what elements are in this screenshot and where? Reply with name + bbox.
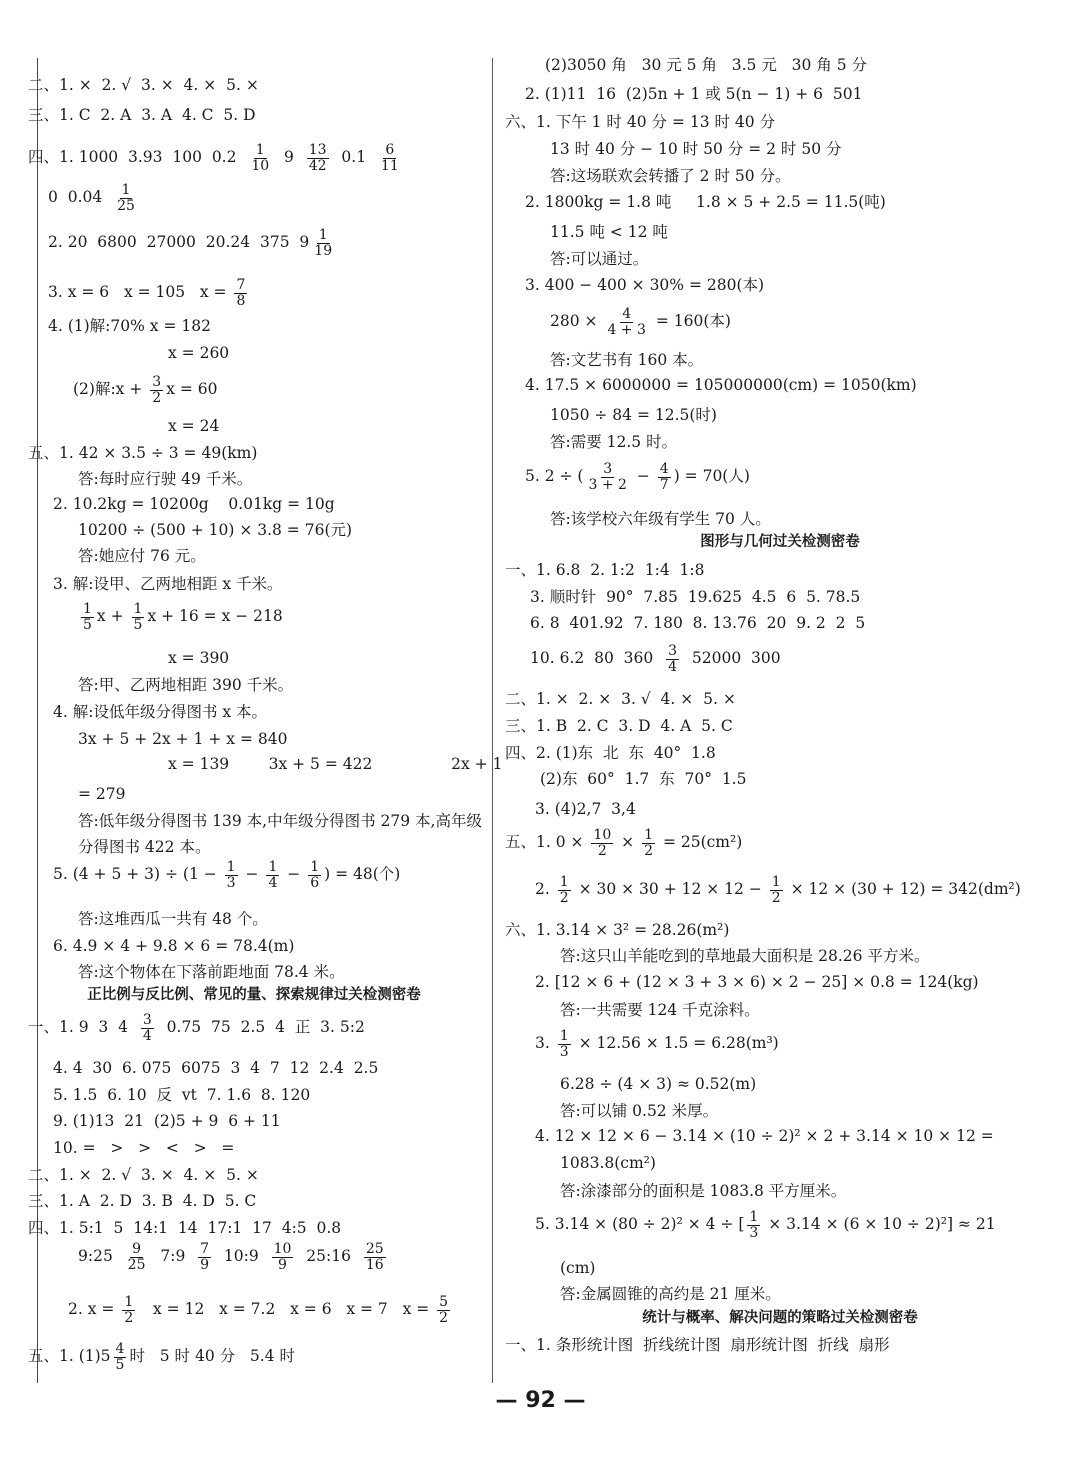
answer-text: 5. 3.14 × (80 ÷ 2)² × 4 ÷ [ [535, 1215, 745, 1234]
answer-text: 0.75 75 2.5 4 正 3. 5:2 [156, 1018, 365, 1037]
answer-line [78, 548, 206, 566]
answer-text: 二、1. × 2. √ 3. × 4. × 5. × [28, 76, 259, 94]
numerator: 1 [226, 859, 236, 875]
answer-text: (cm) [560, 1259, 596, 1277]
answer-text: 3. 顺时针 90° 7.85 19.625 4.5 6 5. 78.5 [530, 588, 861, 606]
denominator: 4 [268, 874, 278, 891]
answer-line [28, 1342, 295, 1372]
denominator: 16 [365, 1256, 384, 1273]
numerator: 4 [622, 306, 632, 322]
answer-text: × [616, 833, 640, 852]
denominator: 25 [127, 1256, 146, 1273]
answer-line [168, 756, 502, 774]
denominator: 5 [83, 616, 92, 633]
answer-text: 2. 1800kg = 1.8 吨 1.8 × 5 + 2.5 = 11.5(吨) [525, 193, 886, 211]
numerator: 1 [644, 827, 654, 843]
answer-text: 3. 解:设甲、乙两地相距 x 千米。 [53, 575, 283, 593]
answer-line [28, 77, 259, 95]
answer-text: 0.1 [331, 148, 376, 167]
answer-line [28, 107, 256, 125]
denominator: 4 [142, 1027, 152, 1044]
answer-line [78, 731, 287, 749]
fraction [666, 644, 679, 674]
answer-text: 2. (1)11 16 (2)5n + 1 或 5(n − 1) + 6 501 [525, 85, 863, 103]
answer-text: 11.5 吨 < 12 吨 [550, 223, 668, 241]
numerator: 4 [659, 461, 669, 477]
answer-text: 一、1. 9 3 4 [28, 1018, 138, 1037]
answer-text: 280 × [550, 312, 603, 331]
numerator: 13 [308, 142, 327, 158]
answer-text: 答:金属圆锥的高约是 21 厘米。 [560, 1285, 781, 1303]
answer-line [505, 1337, 890, 1355]
section-title [520, 1310, 1040, 1327]
fraction [770, 875, 783, 905]
fraction [605, 307, 647, 337]
fraction [658, 462, 671, 492]
fraction [379, 143, 401, 173]
answer-text: x = 390 [168, 649, 230, 667]
answer-text: 三、1. B 2. C 3. D 4. A 5. C [505, 717, 733, 735]
denominator: 2 [559, 889, 569, 906]
answer-text: 四、1. 1000 3.93 100 0.2 [28, 148, 247, 167]
answer-line [48, 228, 337, 258]
answer-text: 答:这只山羊能吃到的草地最大面积是 28.26 平方米。 [560, 947, 930, 965]
answer-text: 13 时 40 分 − 10 时 50 分 = 2 时 50 分 [550, 140, 842, 158]
answer-text: 答:低年级分得图书 139 本,中年级分得图书 279 本,高年级 [78, 812, 482, 830]
denominator: 42 [308, 157, 327, 174]
numerator: 1 [255, 142, 265, 158]
answer-text: 图形与几何过关检测密卷 [700, 534, 860, 550]
answer-text: 9. (1)13 21 (2)5 + 9 6 + 11 [53, 1112, 281, 1130]
answer-line [560, 1103, 718, 1121]
answer-line [53, 938, 294, 956]
fraction [308, 860, 321, 890]
answer-text: x = 260 [168, 344, 230, 362]
fraction [642, 828, 655, 858]
answer-text: 25:16 [296, 1247, 361, 1266]
denominator: 9 [200, 1256, 210, 1273]
answer-text: 6. 8 401.92 7. 180 8. 13.76 20 9. 2 2 5 [530, 614, 866, 632]
answer-line [53, 1113, 281, 1131]
answer-line [53, 1060, 378, 1078]
answer-line [530, 589, 860, 607]
answer-line [168, 650, 229, 668]
answer-line [78, 1242, 389, 1272]
answer-text: × 30 × 30 + 12 × 12 − [573, 880, 767, 899]
answer-text: 5. (4 + 5 + 3) ÷ (1 − [53, 865, 222, 884]
answer-line [28, 1193, 256, 1211]
answer-line [505, 828, 742, 858]
answer-text: 10200 ÷ (500 + 10) × 3.8 = 76(元) [78, 521, 353, 539]
answer-line [525, 277, 764, 295]
answer-line [78, 602, 283, 632]
numerator: 7 [236, 277, 246, 293]
fraction [364, 1242, 386, 1272]
answer-line [550, 511, 771, 529]
fraction [558, 875, 571, 905]
answer-text: x = 12 x = 7.2 x = 6 x = 7 x = [138, 1300, 435, 1319]
fraction [312, 228, 334, 258]
answer-text: 五、1. 0 × [505, 833, 589, 852]
answer-text: (2)东 60° 1.7 东 70° 1.5 [540, 770, 747, 788]
denominator: 9 [278, 1256, 287, 1273]
section-title [28, 987, 480, 1004]
numerator: 25 [365, 1241, 384, 1257]
numerator: 3 [152, 374, 162, 390]
answer-line [525, 86, 862, 104]
denominator: 3 [749, 1224, 759, 1241]
answer-text: 4. 4 30 6. 075 6075 3 4 7 12 2.4 2.5 [53, 1059, 379, 1077]
answer-text: = 160(本) [650, 312, 731, 331]
answer-line [48, 183, 140, 213]
answer-text: − [240, 865, 264, 884]
answer-line [560, 1155, 656, 1173]
answer-text: 五、1. 42 × 3.5 ÷ 3 = 49(km) [28, 444, 258, 462]
answer-line [53, 860, 400, 890]
answer-line [560, 1260, 595, 1278]
answer-line [560, 948, 929, 966]
answer-line [28, 1220, 341, 1238]
answer-line [550, 434, 677, 452]
numerator: 1 [121, 182, 131, 198]
answer-text: = 25(cm²) [658, 833, 743, 852]
denominator: 10 [251, 157, 270, 174]
denominator: 4 [668, 658, 678, 675]
page-number: — 92 — [495, 1388, 586, 1413]
fraction [249, 143, 271, 173]
answer-line [28, 445, 257, 463]
answer-text: 统计与概率、解决问题的策略过关检测密卷 [642, 1310, 918, 1326]
answer-text: 4. 12 × 12 × 6 − 3.14 × (10 ÷ 2)² × 2 + 3.14 × 10 × 12 = [535, 1127, 994, 1145]
answer-line [530, 644, 781, 674]
fraction [225, 860, 238, 890]
answer-text: 一、1. 条形统计图 折线统计图 扇形统计图 折线 扇形 [505, 1336, 890, 1354]
answer-line [535, 875, 1021, 905]
answer-text: x + [96, 607, 129, 626]
answer-text: 4. (1)解:70% x = 182 [48, 317, 211, 335]
answer-line [550, 307, 731, 337]
answer-line [530, 615, 865, 633]
answer-text: 10. 6.2 80 360 [530, 649, 664, 668]
denominator: 3 + 2 [588, 476, 627, 493]
numerator: 5 [439, 1294, 449, 1310]
denominator: 2 [597, 842, 607, 859]
numerator: 10 [593, 827, 612, 843]
answer-text: 四、2. (1)东 北 东 40° 1.8 [505, 744, 716, 762]
answer-line [550, 224, 668, 242]
denominator: 3 [559, 1043, 569, 1060]
answer-text: 六、1. 下午 1 时 40 分 = 13 时 40 分 [505, 113, 776, 131]
answer-text: x = 139 3x + 5 = 422 2x + 1 [168, 755, 503, 773]
answer-text: x + 16 = x − 218 [147, 607, 283, 626]
denominator: 19 [314, 242, 333, 259]
answer-line [78, 786, 126, 804]
answer-text: − [631, 467, 655, 486]
denominator: 5 [133, 616, 143, 633]
denominator: 3 [226, 874, 236, 891]
fraction [558, 1029, 571, 1059]
fraction [114, 1342, 127, 1372]
numerator: 1 [268, 859, 278, 875]
answer-line [550, 352, 703, 370]
answer-text: 9:25 [78, 1247, 123, 1266]
answer-text: 0 0.04 [48, 188, 113, 207]
fraction [272, 1242, 294, 1272]
answer-line [78, 911, 268, 929]
answer-text: 二、1. × 2. √ 3. × 4. × 5. × [28, 1166, 259, 1184]
answer-line [535, 1029, 779, 1059]
answer-line [560, 1076, 756, 1094]
answer-text: 4. 17.5 × 6000000 = 105000000(cm) = 1050(km) [525, 376, 917, 394]
denominator: 2 [439, 1309, 449, 1326]
answer-line [168, 418, 219, 436]
answer-text: 答:文艺书有 160 本。 [550, 351, 704, 369]
answer-line [535, 1128, 994, 1146]
numerator: 7 [200, 1241, 210, 1257]
answer-line [78, 964, 345, 982]
answer-text: = 279 [78, 785, 126, 803]
answer-text: 答:一共需要 124 千克涂料。 [560, 1001, 760, 1019]
numerator: 3 [603, 461, 613, 477]
fraction [307, 143, 329, 173]
answer-line [505, 745, 716, 763]
answer-text: 3. x = 6 x = 105 x = [48, 283, 232, 302]
answer-text: × 3.14 × (6 × 10 ÷ 2)²] ≈ 21 [763, 1215, 996, 1234]
numerator: 1 [133, 601, 143, 617]
answer-text: 答:涂漆部分的面积是 1083.8 平方厘米。 [560, 1182, 847, 1200]
answer-line [78, 471, 252, 489]
numerator: 1 [318, 227, 328, 243]
answer-text: 答:这个物体在下落前距地面 78.4 米。 [78, 963, 345, 981]
answer-line [78, 522, 352, 540]
answer-text: 答:这堆西瓜一共有 48 个。 [78, 910, 268, 928]
answer-line [28, 1013, 365, 1043]
fraction [591, 828, 613, 858]
answer-text: 2. x = [68, 1300, 120, 1319]
answer-line [505, 562, 704, 580]
fraction [132, 602, 145, 632]
answer-line [535, 974, 979, 992]
answer-text: 答:可以铺 0.52 米厚。 [560, 1102, 719, 1120]
answer-text: 5. 2 ÷ ( [525, 467, 584, 486]
fraction [115, 183, 137, 213]
answer-text: 答:这场联欢会转播了 2 时 50 分。 [550, 167, 791, 185]
answer-text: 五、1. (1)5 [28, 1347, 111, 1366]
numerator: 1 [559, 874, 569, 890]
denominator: 2 [771, 889, 781, 906]
answer-text: 答:该学校六年级有学生 70 人。 [550, 510, 771, 528]
answer-text: 答:每时应行驶 49 千米。 [78, 470, 253, 488]
answer-text: 3x + 5 + 2x + 1 + x = 840 [78, 730, 288, 748]
numerator: 3 [668, 643, 678, 659]
answer-line [53, 576, 283, 594]
fraction [141, 1013, 154, 1043]
answer-text: 三、1. A 2. D 3. B 4. D 5. C [28, 1192, 257, 1210]
answer-line [560, 1183, 846, 1201]
answer-text: x = 60 [166, 380, 218, 399]
answer-line [535, 1210, 996, 1240]
answer-text: 7:9 [150, 1247, 196, 1266]
numerator: 1 [124, 1294, 134, 1310]
fraction [150, 375, 163, 405]
answer-line [505, 922, 729, 940]
answer-text: 3. [535, 1034, 555, 1053]
fraction [437, 1295, 450, 1325]
answer-text: (2)3050 角 30 元 5 角 3.5 元 30 角 5 分 [545, 56, 867, 74]
numerator: 10 [273, 1241, 292, 1257]
answer-text: 3. 400 − 400 × 30% = 280(本) [525, 276, 765, 294]
section-title [520, 534, 1040, 551]
denominator: 7 [659, 476, 669, 493]
answer-line [525, 194, 886, 212]
numerator: 1 [559, 1028, 569, 1044]
answer-line [68, 1295, 453, 1325]
denominator: 5 [115, 1356, 125, 1373]
answer-line [540, 771, 746, 789]
answer-line [560, 1002, 760, 1020]
answer-text: × 12 × (30 + 12) = 342(dm²) [785, 880, 1021, 899]
answer-text: 52000 300 [682, 649, 781, 668]
answer-text: 一、1. 6.8 2. 1:2 1:4 1:8 [505, 561, 705, 579]
answer-line [550, 168, 791, 186]
answer-text: 1083.8(cm²) [560, 1154, 656, 1172]
answer-text: ) = 70(人) [673, 467, 750, 486]
answer-text: x = 24 [168, 417, 220, 435]
answer-text: 2. 20 6800 27000 20.24 375 9 [48, 233, 310, 252]
column-divider [492, 58, 493, 1383]
answer-line [560, 1286, 781, 1304]
answer-text: (2)解:x + [73, 380, 148, 399]
answer-line [53, 704, 267, 722]
answer-line [168, 345, 229, 363]
answer-text: 10. = > > < > = [53, 1139, 235, 1157]
answer-text: 答:可以通过。 [550, 250, 649, 268]
answer-line [525, 462, 750, 492]
denominator: 25 [117, 197, 135, 214]
answer-text: 时 5 时 40 分 5.4 时 [129, 1347, 295, 1366]
numerator: 9 [132, 1241, 142, 1257]
answer-text: 6. 4.9 × 4 + 9.8 × 6 = 78.4(m) [53, 937, 295, 955]
answer-line [550, 407, 717, 425]
denominator: 2 [644, 842, 654, 859]
answer-text: 2. [535, 880, 555, 899]
numerator: 4 [115, 1341, 125, 1357]
fraction [81, 602, 94, 632]
fraction [266, 860, 279, 890]
answer-line [545, 57, 867, 75]
answer-text: 9 [274, 148, 304, 167]
answer-line [78, 839, 210, 857]
answer-line [525, 377, 917, 395]
answer-text: 三、1. C 2. A 3. A 4. C 5. D [28, 106, 256, 124]
answer-text: ) = 48(个) [324, 865, 401, 884]
denominator: 4 + 3 [607, 321, 646, 338]
answer-line [53, 1087, 310, 1105]
answer-text: 正比例与反比例、常见的量、探索规律过关检测密卷 [87, 987, 421, 1003]
answer-text: 答:她应付 76 元。 [78, 547, 206, 565]
answer-text: 分得图书 422 本。 [78, 838, 211, 856]
denominator: 2 [152, 389, 162, 406]
answer-line [28, 1167, 259, 1185]
answer-text: 1050 ÷ 84 = 12.5(时) [550, 406, 717, 424]
answer-line [78, 813, 482, 831]
numerator: 6 [385, 142, 395, 158]
answer-line [505, 718, 733, 736]
answer-line [78, 677, 293, 695]
denominator: 8 [236, 292, 246, 309]
answer-text: 答:需要 12.5 时。 [550, 433, 678, 451]
fraction [747, 1210, 760, 1240]
answer-text: 二、1. × 2. × 3. √ 4. × 5. × [505, 690, 736, 708]
numerator: 1 [83, 601, 92, 617]
answer-text: × 12.56 × 1.5 = 6.28(m³) [573, 1034, 779, 1053]
answer-line [505, 114, 775, 132]
answer-line [535, 801, 636, 819]
answer-text: 3. (4)2,7 3,4 [535, 800, 636, 818]
answer-line [505, 691, 736, 709]
denominator: 2 [124, 1309, 134, 1326]
answer-text: 2. 10.2kg = 10200g 0.01kg = 10g [53, 495, 335, 513]
answer-line [73, 375, 218, 405]
fraction [586, 462, 628, 492]
answer-text: 6.28 ÷ (4 × 3) ≈ 0.52(m) [560, 1075, 757, 1093]
numerator: 1 [310, 859, 320, 875]
answer-text: 10:9 [214, 1247, 269, 1266]
answer-text: 四、1. 5:1 5 14:1 14 17:1 17 4:5 0.8 [28, 1219, 342, 1237]
answer-text: 5. 1.5 6. 10 反 vt 7. 1.6 8. 120 [53, 1086, 311, 1104]
answer-line [48, 278, 250, 308]
fraction [126, 1242, 148, 1272]
answer-line [53, 496, 335, 514]
numerator: 1 [771, 874, 781, 890]
answer-line [550, 251, 648, 269]
fraction [234, 278, 247, 308]
fraction [198, 1242, 211, 1272]
answer-line [48, 318, 211, 336]
answer-line [53, 1140, 234, 1158]
fraction [122, 1295, 135, 1325]
answer-text: 答:甲、乙两地相距 390 千米。 [78, 676, 294, 694]
answer-line [28, 143, 404, 173]
answer-text: − [282, 865, 306, 884]
denominator: 11 [380, 157, 399, 174]
answer-text: 六、1. 3.14 × 3² = 28.26(m²) [505, 921, 730, 939]
answer-text: 2. [12 × 6 + (12 × 3 + 3 × 6) × 2 − 25] × 0.8 = 124(kg) [535, 973, 979, 991]
answer-line [550, 141, 842, 159]
numerator: 3 [142, 1012, 152, 1028]
numerator: 1 [749, 1209, 759, 1225]
denominator: 6 [310, 874, 320, 891]
answer-text: 4. 解:设低年级分得图书 x 本。 [53, 703, 268, 721]
